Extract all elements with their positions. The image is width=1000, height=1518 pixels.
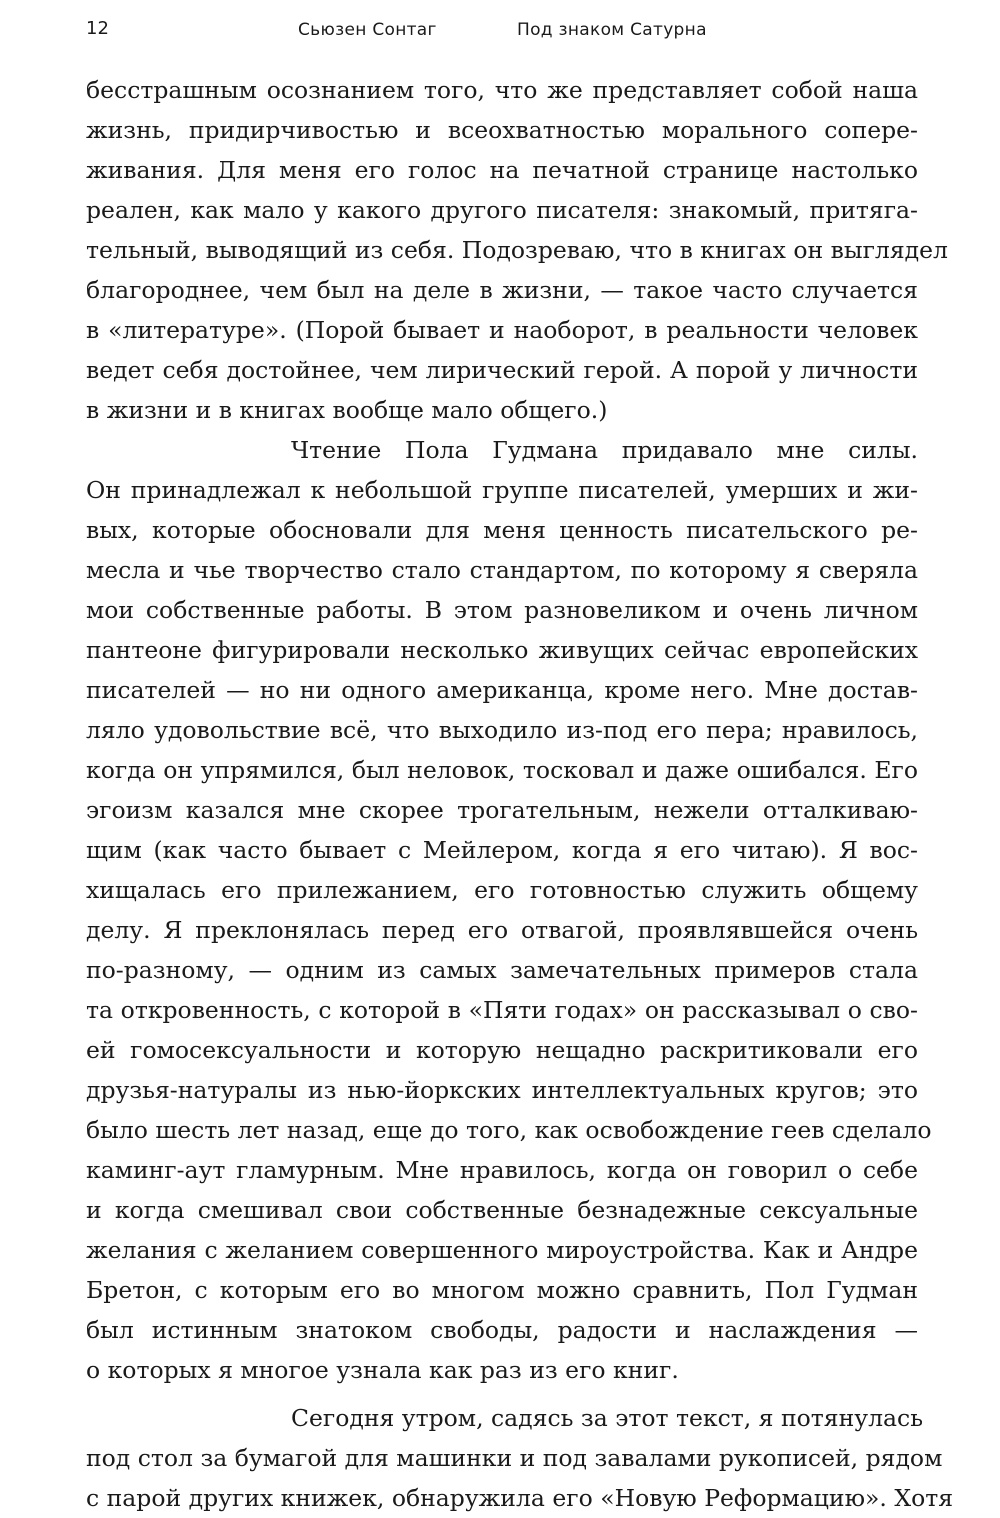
text-line: с парой других книжек, обнаружила его «Новую Реформацию». Хотя [86, 1484, 954, 1512]
paragraph [86, 430, 932, 1390]
text-line: о которых я многое узнала как раз из его книг. [86, 1356, 679, 1384]
text-line: в «литературе». (Порой бывает и наоборот, в реальности человек [86, 316, 918, 344]
running-head-author: Сьюзен Сонтаг [298, 20, 437, 40]
running-head [0, 18, 1000, 48]
text-line: хищалась его прилежанием, его готовностью служить общему [86, 876, 918, 904]
text-line: щим (как часто бывает с Мейлером, когда я его читаю). Я вос- [86, 836, 918, 864]
text-line: желания с желанием совершенного мироустройства. Как и Андре [86, 1236, 918, 1264]
text-line: Бретон, с которым его во многом можно сравнить, Пол Гудман [86, 1276, 918, 1304]
text-line: бесстрашным осознанием того, что же представляет собой наша [86, 76, 918, 104]
text-line: по-разному, — одним из самых замечательных примеров стала [86, 956, 918, 984]
text-line: реален, как мало у какого другого писателя: знакомый, притяга- [86, 196, 918, 224]
text-line: тельный, выводящий из себя. Подозреваю, что в книгах он выглядел [86, 236, 948, 264]
text-line: в жизни и в книгах вообще мало общего.) [86, 396, 608, 424]
paragraph [86, 70, 948, 430]
text-line: под стол за бумагой для машинки и под завалами рукописей, рядом [86, 1444, 943, 1472]
text-line: был истинным знатоком свободы, радости и наслаждения — [86, 1316, 918, 1344]
text-line: эгоизм казался мне скорее трогательным, нежели отталкиваю- [86, 796, 918, 824]
text-line: друзья-натуралы из нью-йоркских интеллектуальных кругов; это [86, 1076, 918, 1104]
text-line: благороднее, чем был на деле в жизни, — такое часто случается [86, 276, 918, 304]
text-line: делу. Я преклонялась перед его отвагой, проявлявшейся очень [86, 916, 918, 944]
text-line: Сегодня утром, садясь за этот текст, я потянулась [291, 1404, 923, 1432]
text-line: Чтение Пола Гудмана придавало мне силы. [291, 436, 918, 464]
text-line: ведет себя достойнее, чем лирический герой. А порой у личности [86, 356, 918, 384]
text-line: жизнь, придирчивостью и всеохватностью морального сопере- [86, 116, 918, 144]
page-number: 12 [86, 18, 109, 39]
text-line: и когда смешивал свои собственные безнадежные сексуальные [86, 1196, 918, 1224]
paragraph-gap [86, 1390, 918, 1398]
text-line: писателей — но ни одного американца, кроме него. Мне достав- [86, 676, 918, 704]
text-line: ей гомосексуальности и которую нещадно раскритиковали его [86, 1036, 918, 1064]
text-line: Он принадлежал к небольшой группе писателей, умерших и жи- [86, 476, 918, 504]
text-line: та откровенность, с которой в «Пяти годах» он рассказывал о сво- [86, 996, 918, 1024]
body-text [86, 70, 954, 1518]
text-line: месла и чье творчество стало стандартом, по которому я сверяла [86, 556, 918, 584]
text-line: ляло удовольствие всё, что выходило из-под его пера; нравилось, [86, 716, 918, 744]
text-line: вых, которые обосновали для меня ценность писательского ре- [86, 516, 918, 544]
text-line: живания. Для меня его голос на печатной странице настолько [86, 156, 918, 184]
text-line: каминг-аут гламурным. Мне нравилось, когда он говорил о себе [86, 1156, 918, 1184]
text-line: было шесть лет назад, еще до того, как освобождение геев сделало [86, 1116, 932, 1144]
running-head-book-title: Под знаком Сатурна [517, 20, 707, 40]
text-line: мои собственные работы. В этом разновеликом и очень личном [86, 596, 918, 624]
text-line: пантеоне фигурировали несколько живущих сейчас европейских [86, 636, 918, 664]
text-line: когда он упрямился, был неловок, тосковал и даже ошибался. Его [86, 756, 918, 784]
paragraph [86, 1398, 954, 1518]
